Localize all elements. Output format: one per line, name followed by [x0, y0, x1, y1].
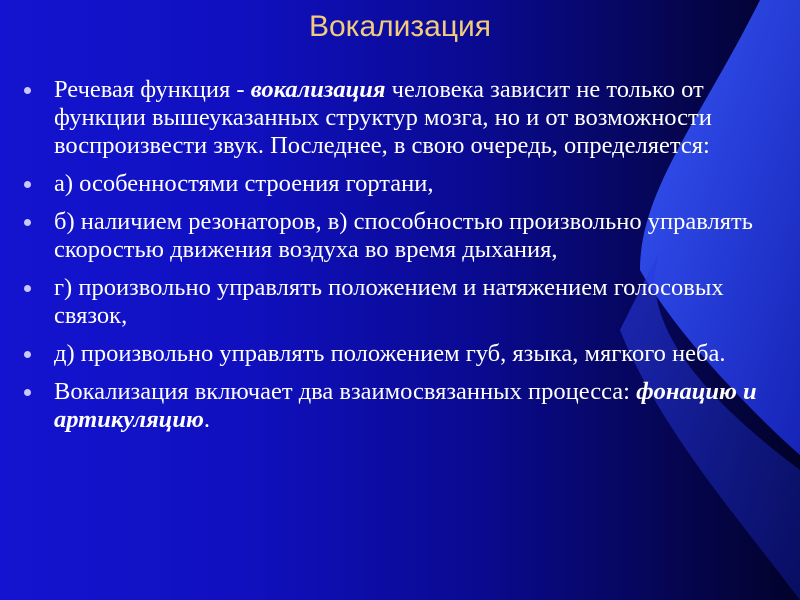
bullet-1-text-start: Речевая функция - — [54, 76, 251, 103]
bullet-5-text: д) произвольно управлять положением губ, языка, мягкого неба. — [54, 340, 726, 367]
bullet-3-text: б) наличием резонаторов, в) способностью произвольно управлять скоростью движения воздуха во время дыхания, — [54, 208, 753, 263]
bullet-item-2 — [20, 170, 790, 198]
bullet-item-3 — [20, 208, 790, 264]
bullet-list — [20, 76, 790, 444]
bullet-6-text: Вокализация включает два взаимосвязанных процесса: — [54, 378, 637, 405]
bullet-item-5 — [20, 340, 790, 368]
bullet-dot-icon — [24, 219, 31, 226]
bullet-1-emphasis: вокализация — [250, 76, 386, 103]
bullet-item-1 — [20, 76, 790, 160]
bullet-6-emphasis: фонацию и артикуляцию — [54, 378, 757, 433]
slide-title: Вокализация — [308, 10, 492, 43]
bullet-dot-icon — [24, 181, 31, 188]
bullet-item-4 — [20, 274, 790, 330]
bullet-dot-icon — [24, 389, 31, 396]
bullet-dot-icon — [24, 285, 31, 292]
bullet-1-text-end: человека зависит не только от функции вышеуказанных структур мозга, но и от возможности воспроизвести звук. Последнее, в свою очередь, определяется: — [54, 76, 712, 159]
bullet-dot-icon — [24, 87, 31, 94]
bullet-item-6 — [20, 378, 790, 434]
bullet-2-text: а) особенностями строения гортани, — [54, 170, 434, 197]
bullet-4-text: г) произвольно управлять положением и натяжением голосовых связок, — [54, 274, 724, 329]
bullet-6-period: . — [203, 406, 210, 433]
bullet-dot-icon — [24, 351, 31, 358]
